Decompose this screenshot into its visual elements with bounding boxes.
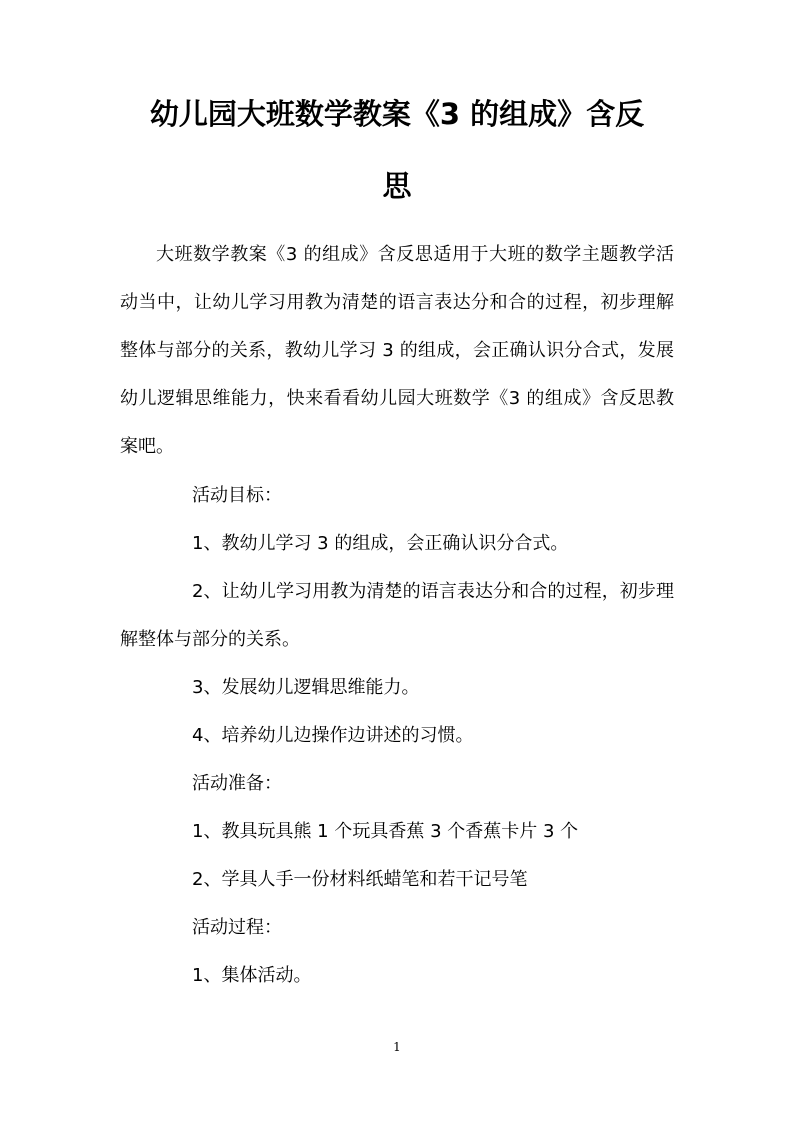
goal-item-1: 1、教幼儿学习 3 的组成，会正确认识分合式。 [192, 533, 569, 554]
document-title-line1: 幼儿园大班数学教案《3 的组成》含反 [149, 97, 645, 131]
goal-item-3: 3、发展幼儿逻辑思维能力。 [192, 677, 420, 698]
goals-heading: 活动目标： [192, 485, 282, 506]
document-title-line2: 思 [382, 169, 412, 203]
goal-item-2: 2、让幼儿学习用教为清楚的语言表达分和合的过程，初步理解整体与部分的关系。 [120, 581, 674, 650]
prep-heading: 活动准备： [192, 773, 282, 794]
goal-item-4: 4、培养幼儿边操作边讲述的习惯。 [192, 725, 474, 746]
prep-item-1: 1、教具玩具熊 1 个玩具香蕉 3 个香蕉卡片 3 个 [192, 821, 579, 842]
prep-item-2: 2、学具人手一份材料纸蜡笔和若干记号笔 [192, 869, 528, 890]
process-item-1: 1、集体活动。 [192, 965, 312, 986]
process-heading: 活动过程： [192, 917, 282, 938]
page-number: 1 [393, 1040, 401, 1054]
intro-paragraph: 大班数学教案《3 的组成》含反思适用于大班的数学主题教学活动当中，让幼儿学习用教为清楚的语言表达分和合的过程，初步理解整体与部分的关系，教幼儿学习 3 的组成，会正确认识分合式，发展幼儿逻辑思维能力，快来看看幼儿园大班数学《3 的组成》含反思教案吧。 [120, 244, 674, 457]
